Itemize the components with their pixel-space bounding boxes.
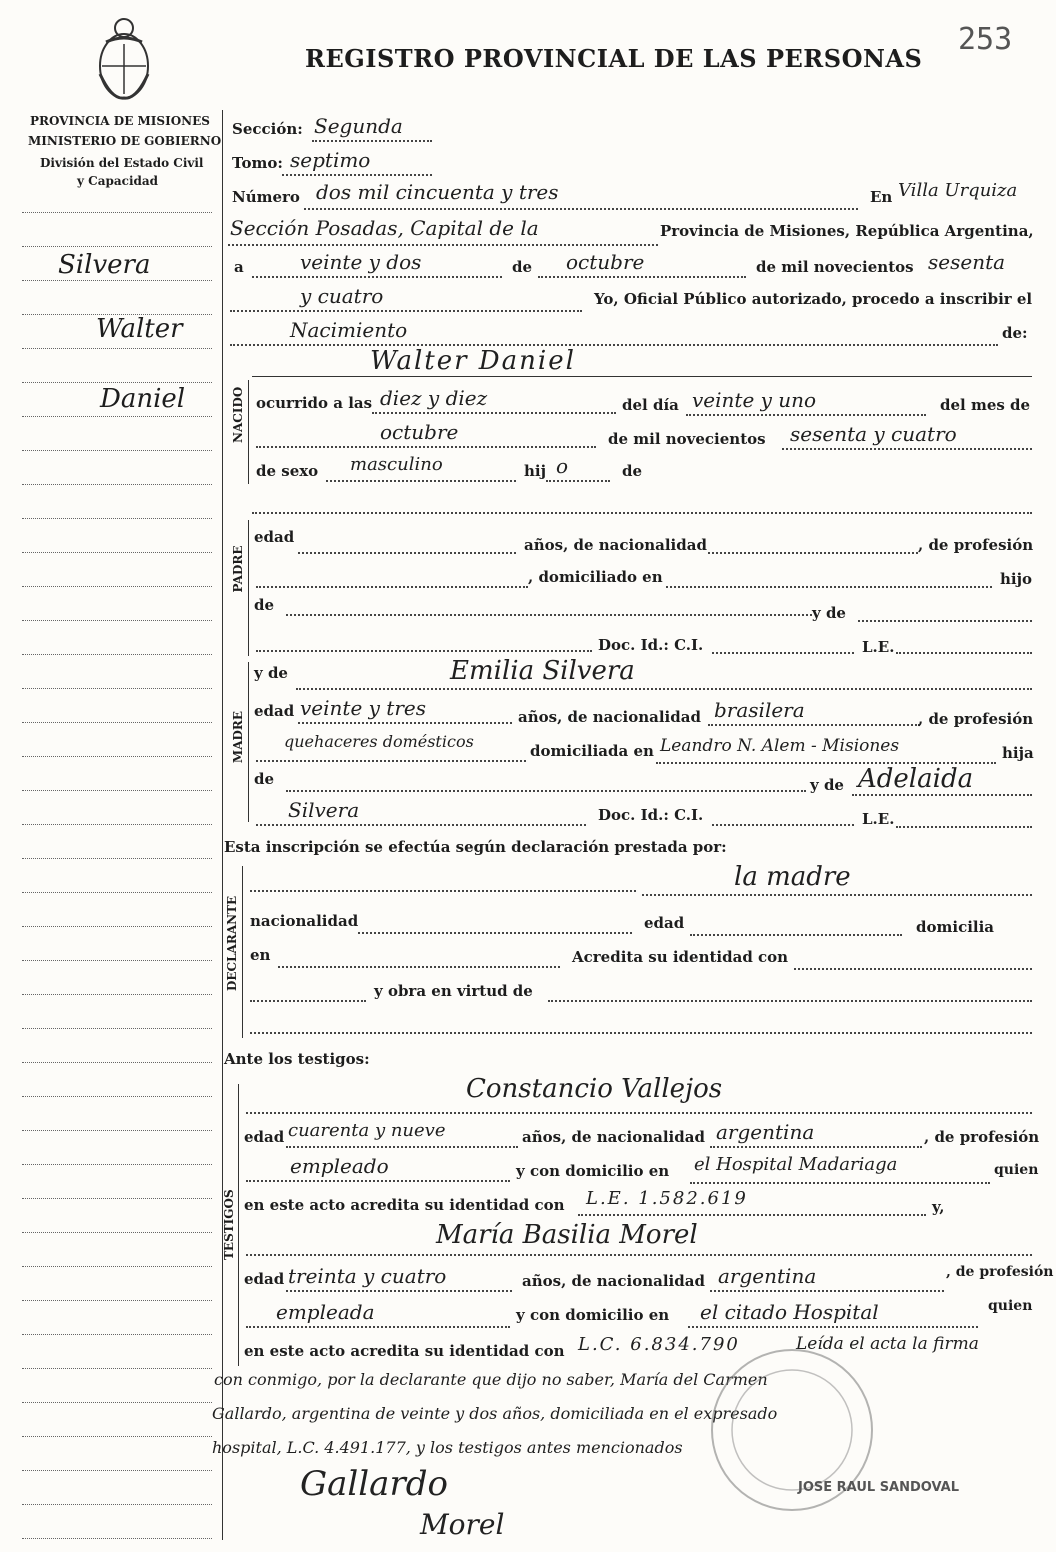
- declarante-edad-line: [690, 934, 902, 936]
- margin-rule-line: [22, 1164, 212, 1165]
- testigo2-edad-value: treinta y cuatro: [288, 1264, 447, 1288]
- testigo2-prof-value: empleada: [276, 1300, 375, 1324]
- ante-testigos-label: Ante los testigos:: [224, 1050, 370, 1068]
- declarante-en-line: [278, 966, 560, 968]
- testigo2-dom-label: y con domicilio en: [516, 1306, 670, 1324]
- sexo-line: [326, 480, 516, 482]
- margin-rule-line: [22, 688, 212, 689]
- testigo2-edad-line: [286, 1290, 512, 1292]
- margin-rule-line: [22, 1130, 212, 1131]
- mes-line: [538, 276, 746, 278]
- document-title: REGISTRO PROVINCIAL DE LAS PERSONAS: [305, 44, 923, 73]
- coat-of-arms-icon: [92, 14, 156, 106]
- madre-yde2-label: y de: [810, 776, 844, 794]
- parent-line: [252, 512, 1032, 514]
- declarante-en-text: en: [250, 946, 271, 964]
- anio-line-2: [230, 310, 582, 312]
- madre-le-label: L.E.: [862, 810, 895, 828]
- margin-rule-line: [22, 382, 212, 383]
- testigo1-edad-line: [286, 1146, 518, 1148]
- madre-bar: [248, 662, 249, 822]
- padre-prof-label: , de profesión: [918, 536, 1034, 554]
- seccion-label: Sección:: [232, 120, 303, 138]
- testigo1-doc-line: [578, 1214, 926, 1216]
- declarante-nac-line: [358, 932, 632, 934]
- declarante-line-b: [642, 894, 1032, 896]
- nota-line-2: con conmigo, por la declarante que dijo no saber, María del Carmen: [214, 1370, 768, 1389]
- margin-rule-line: [22, 620, 212, 621]
- madre-madre-value: Adelaida: [858, 764, 974, 794]
- margin-rule-line: [22, 246, 212, 247]
- anio-nac-value: sesenta y cuatro: [790, 422, 957, 446]
- margin-rule-line: [22, 1062, 212, 1063]
- madre-ci-line: [712, 824, 854, 826]
- dia-nac-value: veinte y uno: [692, 388, 817, 412]
- padre-le-line: [896, 652, 1032, 654]
- numero-line: [304, 208, 858, 210]
- testigo1-prof-label: , de profesión: [924, 1128, 1040, 1146]
- declarante-line-a: [250, 890, 636, 892]
- hora-line: [372, 412, 616, 414]
- madre-edad-label: edad: [254, 702, 295, 720]
- numero-label: Número: [232, 188, 300, 206]
- testigo1-doc-value: L.E. 1.582.619: [586, 1188, 748, 1209]
- margin-rule-line: [22, 960, 212, 961]
- madre-nac-value: brasilera: [714, 698, 805, 722]
- madre-doc-line: [256, 824, 586, 826]
- anio-value: sesenta: [928, 250, 1006, 274]
- margin-rule-line: [22, 790, 212, 791]
- margin-rule-line: [22, 756, 212, 757]
- madre-le-line: [896, 826, 1032, 828]
- padre-prof-line: [256, 586, 528, 588]
- hij-line: [546, 480, 610, 482]
- esta-inscripcion-label: Esta inscripción se efectúa según declaración prestada por:: [224, 838, 727, 856]
- acto-value: Nacimiento: [290, 318, 408, 342]
- testigo2-doc-value: L.C. 6.834.790: [578, 1334, 740, 1355]
- declarante-obra-line: [548, 1000, 1032, 1002]
- tomo-value: septimo: [290, 148, 371, 172]
- testigo1-acredita-label: en este acto acredita su identidad con: [244, 1196, 565, 1214]
- de-mil-label: de mil novecientos: [756, 258, 914, 276]
- margin-rule-line: [22, 416, 212, 417]
- margin-rule-line: [22, 586, 212, 587]
- declarante-acredita-line: [794, 968, 1032, 970]
- madre-de-line: [286, 790, 806, 792]
- madre-nac-line: [708, 724, 920, 726]
- margin-name-1: Walter: [96, 314, 183, 344]
- testigo1-quien-label: quien: [994, 1162, 1039, 1178]
- org-line-4: y Capacidad: [77, 174, 159, 188]
- nota-line-1: Leída el acta la firma: [796, 1334, 979, 1354]
- margin-rule-line: [22, 654, 212, 655]
- margin-rule-line: [22, 1232, 212, 1233]
- nota-line-4: hospital, L.C. 4.491.177, y los testigos antes mencionados: [212, 1438, 683, 1457]
- tomo-label: Tomo:: [232, 154, 283, 172]
- hij-label: hij: [524, 462, 547, 480]
- official-seal-icon: [702, 1330, 882, 1530]
- madre-anos-label: años, de nacionalidad: [518, 708, 701, 726]
- nota-line-3: Gallardo, argentina de veinte y dos años, domiciliada en el expresado: [212, 1404, 778, 1423]
- margin-rule-line: [22, 1300, 212, 1301]
- margin-rule-line: [22, 1096, 212, 1097]
- padre-de-line: [286, 614, 812, 616]
- testigo1-edad-value: cuarenta y nueve: [288, 1120, 446, 1141]
- margin-rule-line: [22, 722, 212, 723]
- de-label: de: [512, 258, 533, 276]
- testigo1-dom-line: [690, 1182, 990, 1184]
- nombre-value: Walter Daniel: [370, 346, 576, 376]
- sexo-value: masculino: [350, 454, 443, 475]
- padre-dom-label: , domiciliado en: [528, 568, 663, 586]
- padre-le-label: L.E.: [862, 638, 895, 656]
- margin-rule-line: [22, 348, 212, 349]
- testigo1-prof-value: empleado: [290, 1154, 389, 1178]
- padre-bar: [248, 520, 249, 656]
- dia-nac-line: [686, 414, 926, 416]
- padre-yde-label: y de: [812, 604, 846, 622]
- testigo2-acredita-label: en este acto acredita su identidad con: [244, 1342, 565, 1360]
- padre-section-label: PADRE: [231, 545, 245, 593]
- madre-de-label: de: [254, 770, 275, 788]
- margin-rule-line: [22, 280, 212, 281]
- padre-doc-label: Doc. Id.: C.I.: [598, 636, 704, 654]
- dia-line: [252, 276, 502, 278]
- testigo2-nombre-line: [246, 1254, 1032, 1256]
- padre-de-label: de: [254, 596, 275, 614]
- dia-value: veinte y dos: [300, 250, 422, 274]
- margin-rule-line: [22, 1538, 212, 1539]
- madre-doc-label: Doc. Id.: C.I.: [598, 806, 704, 824]
- testigo2-prof-line: [246, 1326, 510, 1328]
- anio-value-2: y cuatro: [300, 284, 384, 308]
- testigo2-anos-label: años, de nacionalidad: [522, 1272, 705, 1290]
- testigo2-nac-line: [710, 1290, 944, 1292]
- padre-dom-line: [666, 586, 992, 588]
- testigo1-dom-label: y con domicilio en: [516, 1162, 670, 1180]
- declarante-edad-label: edad: [644, 914, 685, 932]
- margin-rule-line: [22, 1504, 212, 1505]
- margin-rule-line: [22, 1470, 212, 1471]
- margin-rule-line: [22, 994, 212, 995]
- testigo2-prof-label: , de profesión: [946, 1264, 1054, 1280]
- testigos-section-label: TESTIGOS: [222, 1189, 236, 1260]
- margin-rule-line: [22, 824, 212, 825]
- signature-1: Gallardo: [300, 1464, 448, 1504]
- madre-section-label: MADRE: [231, 710, 245, 764]
- hora-value: diez y diez: [380, 386, 488, 410]
- madre-nombre-line: [296, 688, 1032, 690]
- declarante-nac-label: nacionalidad: [250, 912, 359, 930]
- org-line-1: PROVINCIA DE MISIONES: [30, 114, 210, 128]
- testigo1-anos-label: años, de nacionalidad: [522, 1128, 705, 1146]
- sexo-label: de sexo: [256, 462, 319, 480]
- de-colon-label: de:: [1002, 324, 1028, 342]
- signature-2: Morel: [420, 1508, 505, 1541]
- mes-nac-value: octubre: [380, 420, 459, 444]
- margin-rule-line: [22, 518, 212, 519]
- padre-doc-line: [256, 650, 592, 652]
- padre-ci-line: [712, 652, 854, 654]
- declarante-obra-label: y obra en virtud de: [374, 982, 533, 1000]
- anio-nac-line: [782, 448, 1032, 450]
- madre-edad-line: [298, 722, 512, 724]
- del-dia-label: del día: [622, 396, 679, 414]
- madre-nombre-value: Emilia Silvera: [450, 656, 635, 686]
- mes-value: octubre: [566, 250, 645, 274]
- declarante-value: la madre: [734, 862, 851, 892]
- madre-edad-value: veinte y tres: [300, 696, 426, 720]
- acto-line: [230, 344, 998, 346]
- margin-name-2: Daniel: [100, 384, 186, 414]
- en-label: En: [870, 188, 893, 206]
- margin-rule-line: [22, 212, 212, 213]
- padre-hijo-label: hijo: [1000, 570, 1033, 588]
- margin-rule-line: [22, 1436, 212, 1437]
- org-line-3: División del Estado Civil: [40, 156, 204, 170]
- padre-nac-line: [708, 552, 918, 554]
- testigo2-nombre-value: María Basilia Morel: [436, 1220, 698, 1250]
- hij-value: o: [556, 454, 569, 478]
- declarante-obra-pre-line: [250, 1000, 366, 1002]
- padre-anos-label: años, de nacionalidad: [524, 536, 707, 554]
- margin-rule-line: [22, 552, 212, 553]
- en-value: Villa Urquiza: [898, 180, 1018, 201]
- madre-dom-value: Leandro N. Alem - Misiones: [660, 736, 900, 756]
- margin-rule-line: [22, 484, 212, 485]
- margin-rule-line: [22, 1028, 212, 1029]
- testigo2-nac-value: argentina: [718, 1264, 817, 1288]
- padre-edad-label: edad: [254, 528, 295, 546]
- testigo2-edad-label: edad: [244, 1270, 285, 1288]
- nacido-bar: [248, 380, 249, 484]
- declarante-domicilia-label: domicilia: [916, 918, 995, 936]
- margin-rule-line: [22, 1402, 212, 1403]
- yo-label: Yo, Oficial Público autorizado, procedo a inscribir el: [594, 290, 1033, 308]
- seccion-value: Segunda: [314, 114, 403, 138]
- madre-hija-label: hija: [1002, 744, 1034, 762]
- lugar-value: Sección Posadas, Capital de la: [230, 216, 539, 240]
- declarante-section-label: DECLARANTE: [225, 895, 239, 991]
- testigo1-nombre-line: [246, 1112, 1032, 1114]
- page-number: 253: [958, 22, 1013, 57]
- declarante-acredita-label: Acredita su identidad con: [572, 948, 789, 966]
- de2-label: de: [622, 462, 643, 480]
- testigo2-dom-line: [688, 1326, 978, 1328]
- declarante-bar: [242, 866, 243, 1038]
- mes-nac-line: [256, 446, 596, 448]
- provincia-label: Provincia de Misiones, República Argentina,: [660, 222, 1034, 240]
- margin-rule-line: [22, 450, 212, 451]
- testigo1-nac-line: [710, 1146, 922, 1148]
- madre-prof-value: quehaceres domésticos: [284, 732, 474, 751]
- testigo1-nombre-value: Constancio Vallejos: [466, 1074, 723, 1104]
- lugar-line: [228, 244, 658, 246]
- margin-separator: [222, 110, 223, 1540]
- margin-rule-line: [22, 1334, 212, 1335]
- declarante-final-line: [250, 1032, 1032, 1034]
- seccion-line: [312, 140, 432, 142]
- testigo2-quien-label: quien: [988, 1298, 1033, 1314]
- org-line-2: MINISTERIO DE GOBIERNO: [28, 134, 222, 148]
- numero-value: dos mil cincuenta y tres: [316, 180, 559, 204]
- nombre-rule: [252, 376, 1032, 377]
- ocurrido-label: ocurrido a las: [256, 394, 373, 412]
- nacido-section-label: NACIDO: [231, 386, 245, 443]
- margin-rule-line: [22, 892, 212, 893]
- testigo1-prof-line: [246, 1180, 510, 1182]
- testigo1-nac-value: argentina: [716, 1120, 815, 1144]
- margin-surname: Silvera: [58, 250, 151, 280]
- madre-dom-label: domiciliada en: [530, 742, 654, 760]
- margin-rule-line: [22, 1266, 212, 1267]
- padre-edad-line: [298, 552, 516, 554]
- margin-rule-line: [22, 1368, 212, 1369]
- margin-rule-line: [22, 858, 212, 859]
- madre-madre2-value: Silvera: [288, 798, 360, 822]
- madre-yde2-line: [852, 794, 1032, 796]
- madre-yde-label: y de: [254, 664, 288, 682]
- testigo1-y-label: y,: [932, 1198, 945, 1216]
- margin-rule-line: [22, 1198, 212, 1199]
- testigo2-dom-value: el citado Hospital: [700, 1300, 879, 1324]
- seal-name: JOSE RAUL SANDOVAL: [798, 1480, 960, 1495]
- del-mes-label: del mes de: [940, 396, 1031, 414]
- padre-yde-line: [858, 620, 1032, 622]
- de-mil-nac-label: de mil novecientos: [608, 430, 766, 448]
- margin-rule-line: [22, 926, 212, 927]
- testigo1-edad-label: edad: [244, 1128, 285, 1146]
- testigos-bar: [238, 1084, 239, 1366]
- madre-prof-label: , de profesión: [918, 710, 1034, 728]
- testigo1-dom-value: el Hospital Madariaga: [694, 1154, 898, 1175]
- a-label: a: [234, 258, 244, 276]
- madre-prof-line: [256, 760, 526, 762]
- tomo-line: [282, 174, 432, 176]
